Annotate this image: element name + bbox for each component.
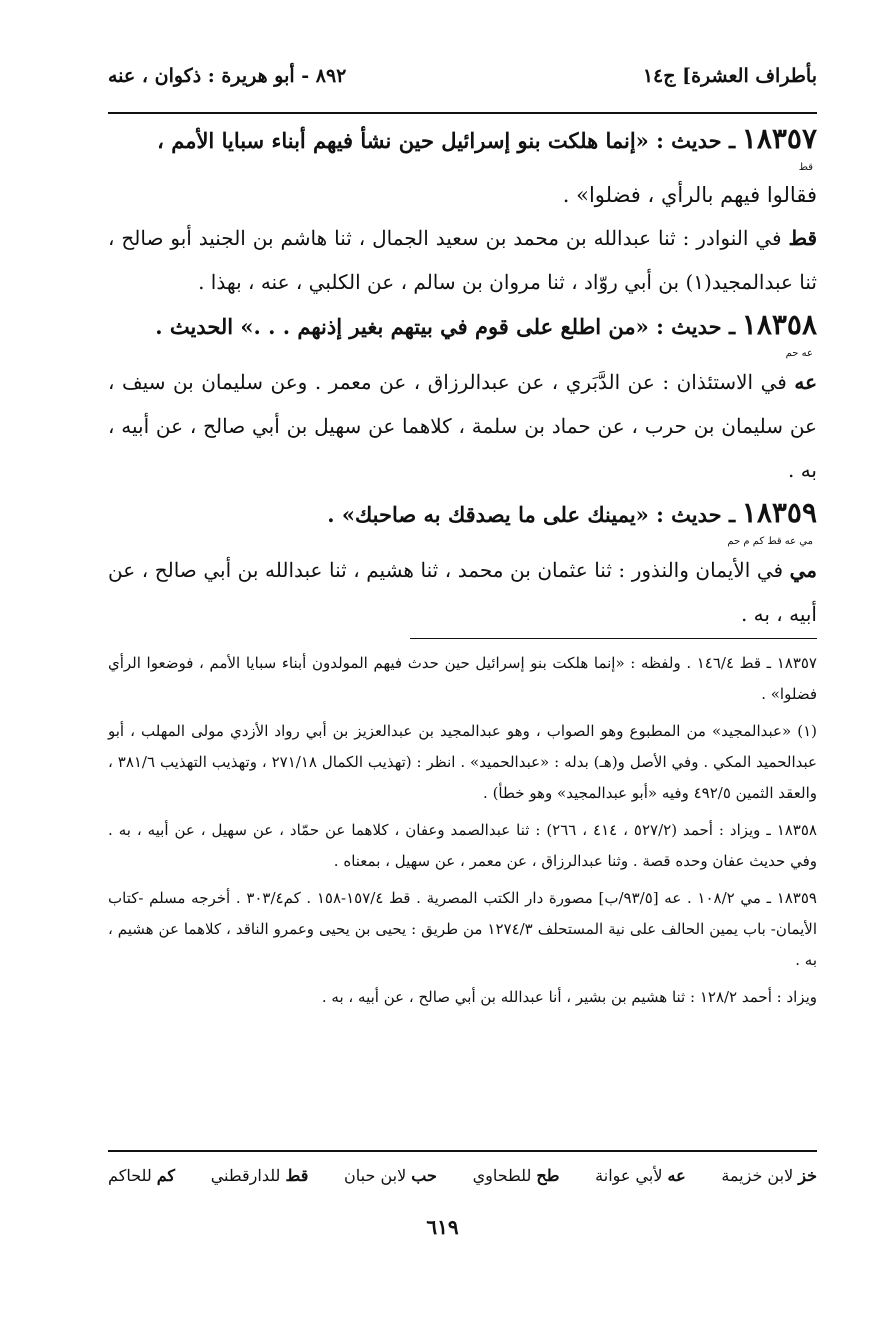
footnote: ويزاد : أحمد ١٢٨/٢ : ثنا هشيم بن بشير ، أنا عبدالله بن أبي صالح ، عن أبيه ، به . xyxy=(321,988,817,1006)
hadith-text-continued: فقالوا فيهم بالرأي ، فضلوا» . xyxy=(562,183,817,207)
hadith-entry xyxy=(108,118,817,304)
hadith-heading xyxy=(108,304,817,348)
hadith-isnad xyxy=(108,216,817,304)
abbrev-item: عه لأبي عوانة xyxy=(595,1165,686,1185)
header-section-title: ٨٩٢ - أبو هريرة : ذكوان ، عنه xyxy=(108,65,347,87)
hadith-number: ١٨٣٥٧ xyxy=(741,122,817,155)
hadith-heading xyxy=(108,492,817,536)
abbrev-item: خز لابن خزيمة xyxy=(721,1165,817,1185)
abbrev-item: قط للدارقطني xyxy=(210,1165,309,1185)
hadith-number: ١٨٣٥٩ xyxy=(741,496,817,529)
abbrev-item: طح للطحاوي xyxy=(472,1165,560,1185)
header-rule xyxy=(108,112,817,114)
hadith-sigla: مي عه قط كم م حم xyxy=(727,536,813,547)
hadith-sigla: عه حم xyxy=(785,348,813,359)
hadith-isnad xyxy=(108,548,817,636)
running-header xyxy=(108,58,817,94)
abbrev-item: حب لابن حبان xyxy=(344,1165,437,1185)
footnote: (١) «عبدالمجيد» من المطبوع وهو الصواب ، وهو عبدالمجيد بن عبدالعزيز بن أبي رواد الأزدي مولى المهلب ، أبو عبدالحميد المكي . وفي الأصل و(هـ) بدله : «عبدالحميد» . انظر : (تهذيب الكمال ٢٧١/١٨ ، وتهذيب التهذيب ٣٨١/٦ ، والعقد الثمين ٤٩٢/٥ وفيه «أبو عبدالمجيد» وهو خطأ) . xyxy=(108,722,818,802)
hadith-text: ـ حديث : «من اطلع على قوم في بيتهم بغير إذنهم . . .» الحديث . xyxy=(155,314,736,339)
hadith-text: ـ حديث : «إنما هلكت بنو إسرائيل حين نشأ فيهم أبناء سبايا الأمم ، xyxy=(157,128,736,153)
abbrev-item: كم للحاكم xyxy=(108,1165,176,1185)
hadith-number: ١٨٣٥٨ xyxy=(741,308,817,341)
hadith-isnad xyxy=(108,360,817,492)
header-book-title: بأطراف العشرة] ج١٤ xyxy=(642,65,817,87)
isnad-text: في الاستئذان : عن الدَّبَري ، عن عبدالرزاق ، عن معمر . وعن سليمان بن سيف ، عن سليمان بن حرب ، عن حماد بن سلمة ، كلاهما عن سهيل بن أبي صالح ، عن أبيه ، به . xyxy=(108,370,817,482)
isnad-text: في الأيمان والنذور : ثنا عثمان بن محمد ، ثنا هشيم ، ثنا عبدالله بن أبي صالح ، عن أبيه ، به . xyxy=(108,558,817,626)
source-abbrev: مي xyxy=(789,558,817,582)
hadith-heading xyxy=(108,118,817,162)
hadith-entry xyxy=(108,492,817,636)
footer-rule xyxy=(108,1150,817,1152)
footnote: ١٨٣٥٩ ـ مي ١٠٨/٢ . عه [٩٣/٥/ب] مصورة دار الكتب المصرية . قط ١٥٧/٤-١٥٨ . كم٣٠٣/٤ . أخرجه مسلم -كتاب الأيمان- باب يمين الحالف على نية المستحلف ١٢٧٤/٣ من طريق : يحيى بن يحيى وعمرو الناقد ، كلاهما عن هشيم ، به . xyxy=(108,889,817,969)
footnote: ١٨٣٥٨ ـ ويزاد : أحمد (٥٢٧/٢ ، ٤١٤ ، ٢٦٦) : ثنا عبدالصمد وعفان ، كلاهما عن حمّاد ، عن سهيل ، عن أبيه ، به . وفي حديث عفان وحده قصة . وثنا عبدالرزاق ، عن معمر ، عن سهيل ، بمعناه . xyxy=(108,821,817,870)
hadith-sigla: قط xyxy=(798,162,813,173)
source-abbrev: قط xyxy=(788,226,817,250)
source-abbrev: عه xyxy=(794,370,817,394)
footnote: ١٨٣٥٧ ـ قط ١٤٦/٤ . ولفظه : «إنما هلكت بنو إسرائيل حين حدث فيهم المولدون أبناء سبايا الأمم ، فوضعوا الرأي فضلوا» . xyxy=(108,654,817,703)
hadith-text: ـ حديث : «يمينك على ما يصدقك به صاحبك» . xyxy=(327,502,736,527)
footnote-rule xyxy=(410,638,817,639)
abbreviation-key xyxy=(108,1158,817,1192)
isnad-text: في النوادر : ثنا عبدالله بن محمد بن سعيد الجمال ، ثنا هاشم بن الجنيد أبو صالح ، ثنا عبدالمجيد(١) بن أبي روّاد ، ثنا مروان بن سالم ، عن الكلبي ، عنه ، بهذا . xyxy=(108,226,817,294)
page-number: ٦١٩ xyxy=(426,1215,459,1239)
footnotes xyxy=(108,648,817,1019)
main-text xyxy=(108,118,817,636)
hadith-entry xyxy=(108,304,817,492)
